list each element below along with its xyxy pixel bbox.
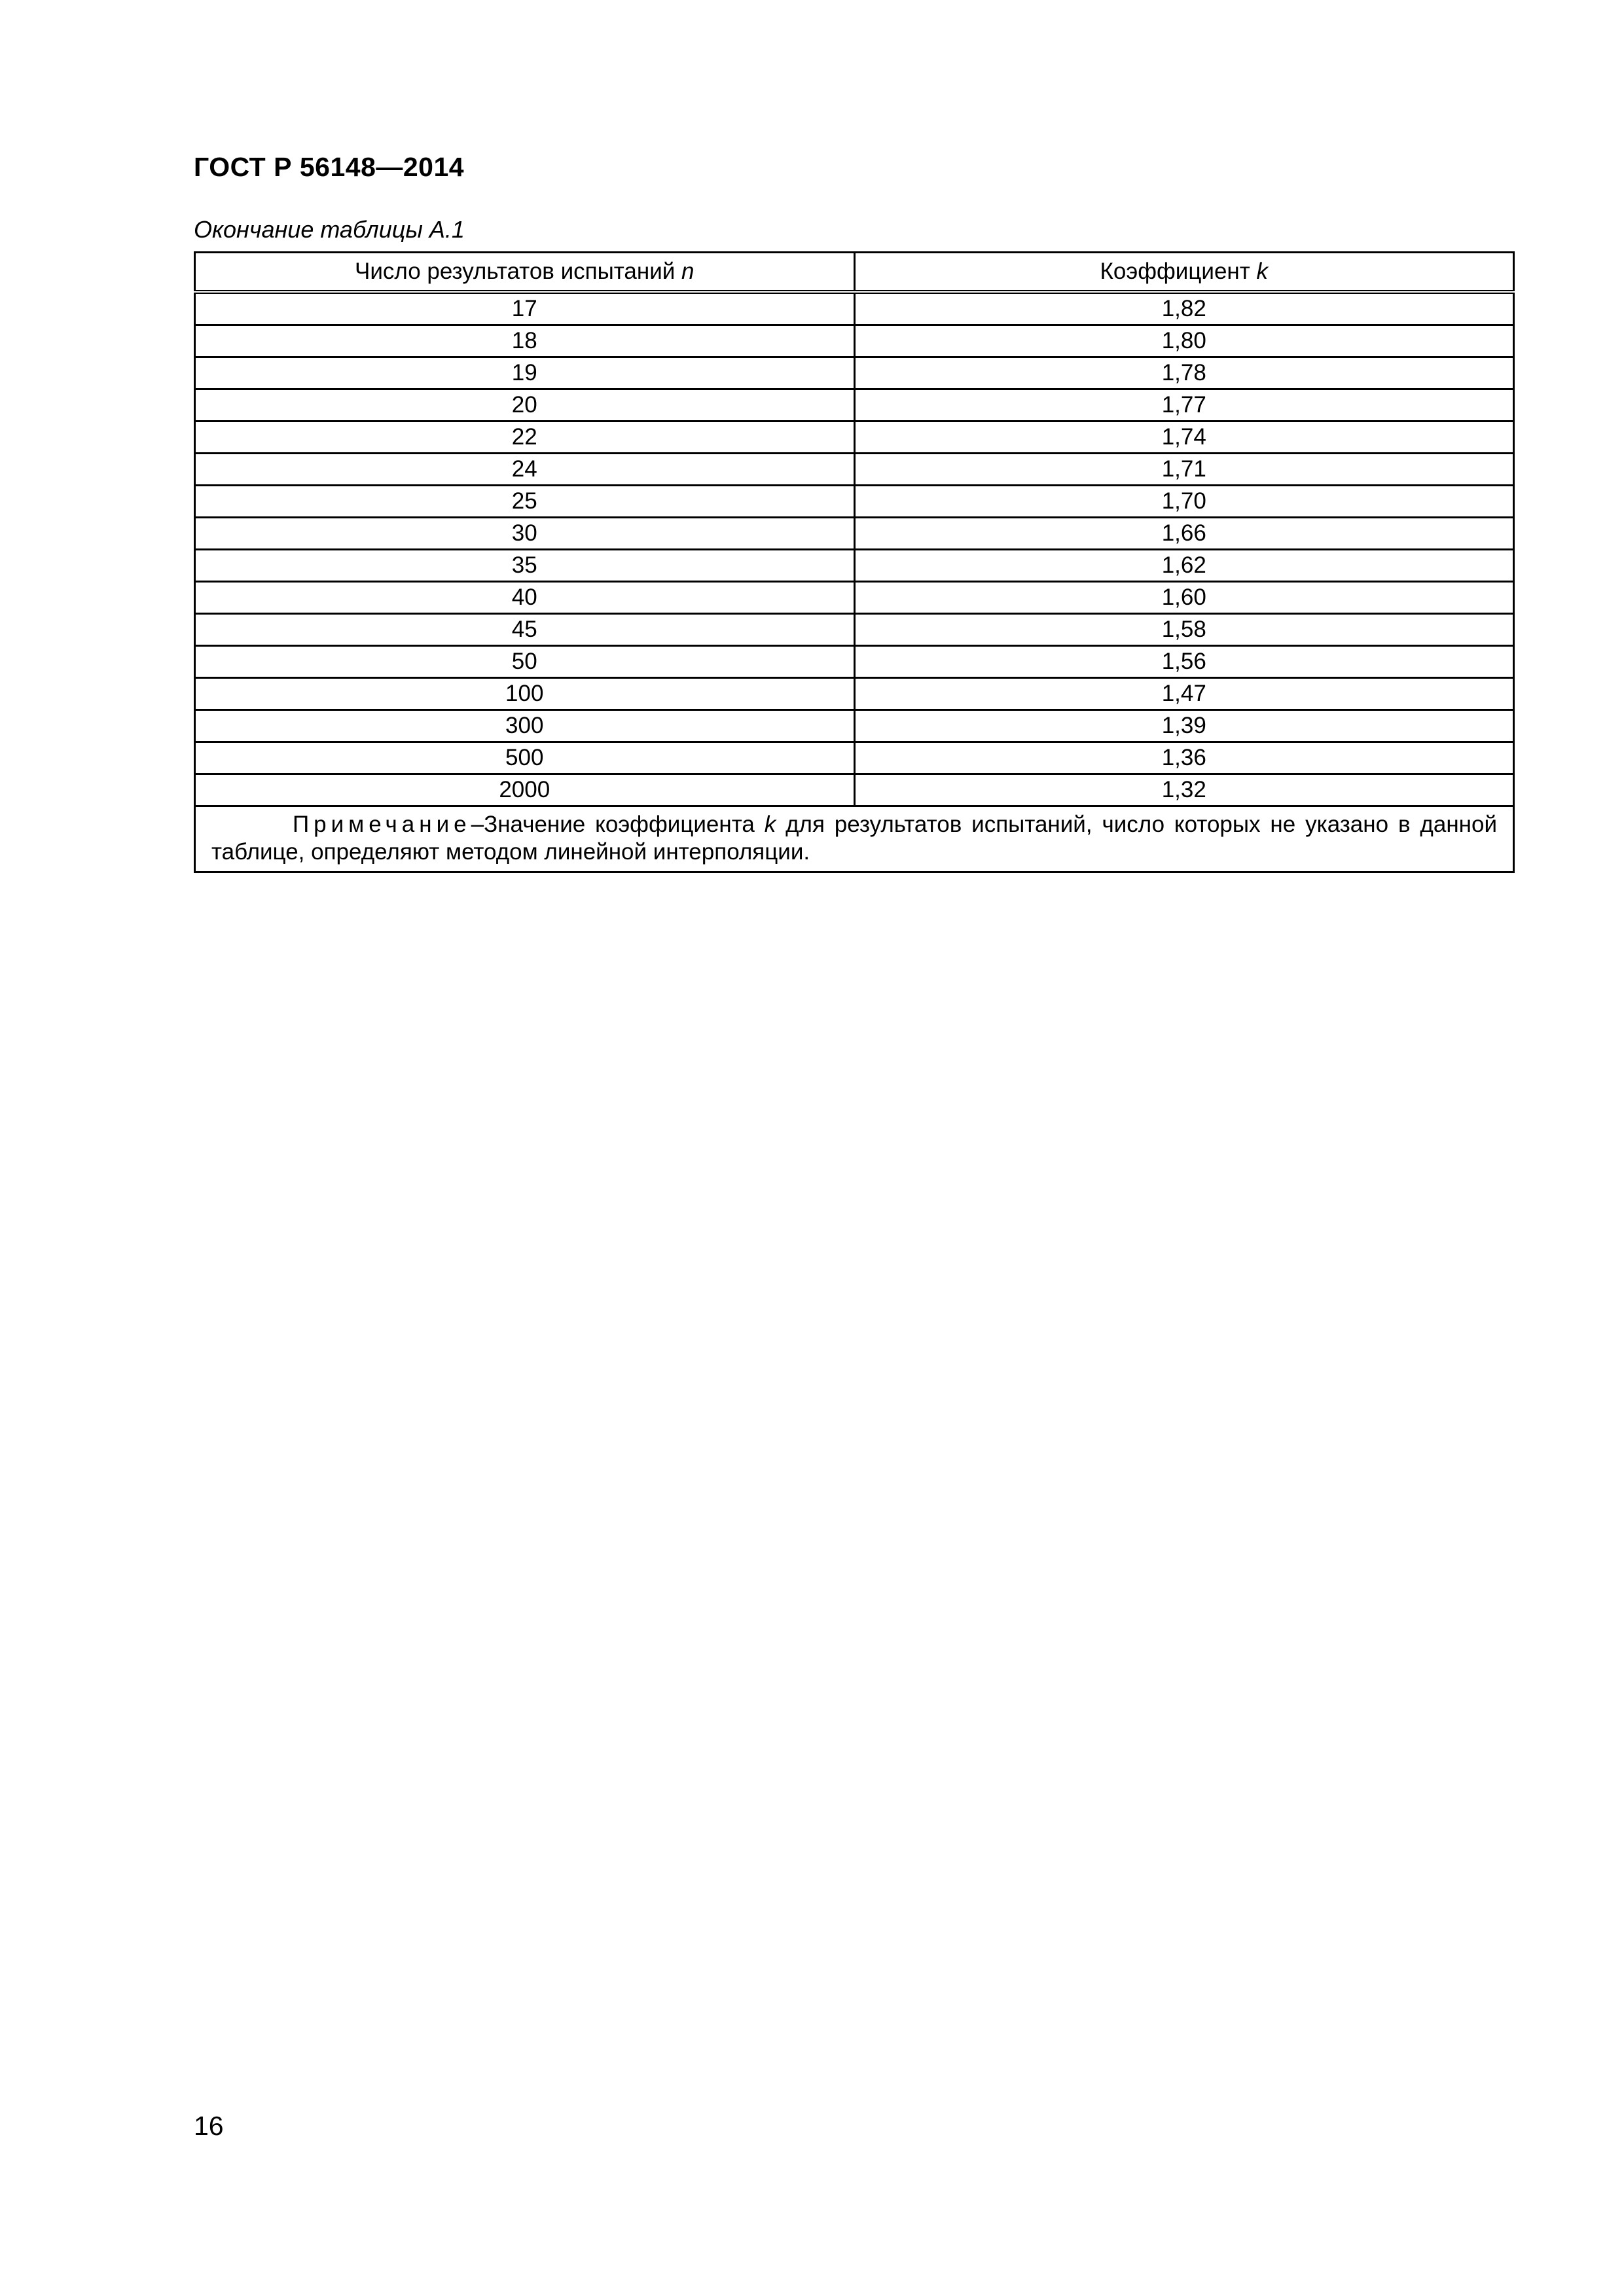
cell-k: 1,66 xyxy=(854,518,1514,550)
table-row xyxy=(195,422,1514,454)
table-row xyxy=(195,389,1514,422)
table-header-row xyxy=(195,253,1514,293)
table-row xyxy=(195,742,1514,774)
table-row xyxy=(195,582,1514,614)
cell-n: 40 xyxy=(195,582,855,614)
cell-n: 19 xyxy=(195,357,855,389)
cell-k: 1,82 xyxy=(854,292,1514,325)
cell-n: 22 xyxy=(195,422,855,454)
header-coefficient xyxy=(854,253,1514,293)
table-body xyxy=(195,292,1514,872)
table-caption-prefix: Окончание таблицы xyxy=(194,216,429,243)
cell-n: 30 xyxy=(195,518,855,550)
table-caption-number: А.1 xyxy=(429,216,465,243)
note-text-before: Значение коэффициента xyxy=(484,812,765,837)
cell-k: 1,80 xyxy=(854,325,1514,357)
note-k-symbol: k xyxy=(764,812,776,837)
header-test-count-label: Число результатов испытаний xyxy=(355,259,682,284)
cell-k: 1,78 xyxy=(854,357,1514,389)
table-row xyxy=(195,614,1514,646)
page-number: 16 xyxy=(194,2111,224,2141)
cell-n: 2000 xyxy=(195,774,855,806)
cell-k: 1,58 xyxy=(854,614,1514,646)
table-row xyxy=(195,292,1514,325)
cell-n: 17 xyxy=(195,292,855,325)
table-row xyxy=(195,678,1514,710)
cell-k: 1,70 xyxy=(854,486,1514,518)
table-row xyxy=(195,774,1514,806)
coefficient-table xyxy=(194,251,1515,873)
cell-n: 24 xyxy=(195,454,855,486)
cell-n: 50 xyxy=(195,646,855,678)
table-row xyxy=(195,325,1514,357)
cell-k: 1,39 xyxy=(854,710,1514,742)
note-dash: – xyxy=(471,812,484,837)
cell-n: 35 xyxy=(195,550,855,582)
table-note xyxy=(195,806,1514,872)
table-caption xyxy=(194,216,465,243)
table-row xyxy=(195,357,1514,389)
cell-k: 1,77 xyxy=(854,389,1514,422)
cell-n: 25 xyxy=(195,486,855,518)
header-k-symbol: k xyxy=(1256,259,1268,284)
cell-k: 1,71 xyxy=(854,454,1514,486)
cell-n: 45 xyxy=(195,614,855,646)
table-note-row xyxy=(195,806,1514,872)
cell-k: 1,32 xyxy=(854,774,1514,806)
table-row xyxy=(195,454,1514,486)
cell-k: 1,60 xyxy=(854,582,1514,614)
cell-n: 500 xyxy=(195,742,855,774)
cell-k: 1,47 xyxy=(854,678,1514,710)
document-header: ГОСТ Р 56148—2014 xyxy=(194,152,465,182)
cell-n: 100 xyxy=(195,678,855,710)
cell-n: 300 xyxy=(195,710,855,742)
table-row xyxy=(195,518,1514,550)
table-header xyxy=(195,253,1514,293)
cell-n: 20 xyxy=(195,389,855,422)
table-row xyxy=(195,646,1514,678)
table-row xyxy=(195,486,1514,518)
header-test-count xyxy=(195,253,855,293)
cell-k: 1,62 xyxy=(854,550,1514,582)
cell-k: 1,36 xyxy=(854,742,1514,774)
note-label: Примечание xyxy=(293,812,471,837)
table-row xyxy=(195,710,1514,742)
cell-k: 1,74 xyxy=(854,422,1514,454)
header-n-symbol: n xyxy=(681,259,695,284)
header-coefficient-label: Коэффициент xyxy=(1100,259,1257,284)
cell-n: 18 xyxy=(195,325,855,357)
cell-k: 1,56 xyxy=(854,646,1514,678)
note-text-after: для результатов испытаний, число которых не указано в данной таблице, определяют методом линейной интерполяции. xyxy=(211,812,1497,865)
table-row xyxy=(195,550,1514,582)
